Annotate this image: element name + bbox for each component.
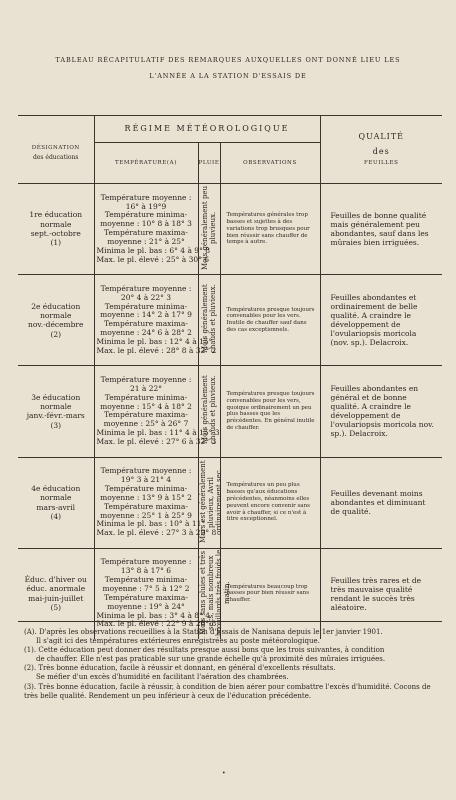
table-row [18, 275, 442, 366]
table-row [18, 184, 442, 275]
education-cell: 3e éducation normale janv.-févr.-mars (3) [18, 366, 94, 457]
footnote: (2). Très bonne éducation, facile à réussir et donnant, en général d'excellents résultats. [24, 664, 336, 673]
footnote: Il s'agit ici des températures extérieures enregistrées au poste météorologique. [36, 637, 320, 646]
pluie-cell: Mois généralement chauds et pluvieux. [198, 366, 220, 457]
footnote: (A). D'après les observations recueillies à la Station d'Essais de Nanisana depuis le 1er janvier 1901. [24, 628, 383, 636]
observations-cell: Températures beaucoup trop basses pour bien réussir sans chauffer. [220, 548, 320, 639]
temperature-cell: Température moyenne : 21 à 22° Température minima- moyenne : 15° 4 à 18° 2 Température maxima- moyenne : 25° à 26° 7 Minima le pl. bas : 11° 4 à 15° 3 Max. le pl. élevé : 27° 6 à 32° 3 [94, 366, 198, 457]
observations-cell: Températures générales trop basses et sujettes à des variations trop brusques pour bien réussir sans chauffer de temps à autre. [220, 184, 320, 275]
header-qualite: QUALITÉ des FEUILLES [320, 116, 442, 184]
observations-cell: Températures un peu plus basses qu'aux éducations précédentes, néanmoins elles peuvent encore convenir sans avoir à chauffer, si ce n'est à titre exceptionnel. [220, 457, 320, 548]
education-cell: 2e éducation normale nov.-décembre (2) [18, 275, 94, 366]
header-regime: RÉGIME MÉTÉOROLOGIQUE [94, 116, 320, 143]
table-row [18, 366, 442, 457]
page-mark: • [222, 770, 226, 777]
footnote: de chauffer. Elle n'est pas praticable sur une grande échelle qu'à proximité des mûraies irriguées. [36, 655, 386, 664]
observations-cell: Températures presque toujours convenables pour les vers, quoique ordinairement un peu plus basses que les précédentes. En général inutile de chauffer. [220, 366, 320, 457]
footnotes [24, 628, 444, 701]
footnote: (1). Cette éducation peut donner des résultats presque aussi bons que les trois suivantes, à condition [24, 646, 385, 655]
pluie-cell: Mois sans pluies et très secs, mais nombreux brouillards très froids le matin. [198, 548, 220, 639]
header-designation: DÉSIGNATION des éducations [31, 145, 80, 162]
temperature-cell: Température moyenne : 16° à 19°9 Température minima- moyenne : 10° 8 à 18° 3 Température maxima- moyenne : 21° à 25° Minima le pl. bas : 6° 4 à 9° 8 Max. le pl. élevé : 25° à 30° 6 [94, 184, 198, 275]
pluie-cell: Mois généralement chauds et pluvieux. [198, 275, 220, 366]
header-observations: OBSERVATIONS [220, 143, 320, 184]
feuilles-cell: Feuilles devenant moins abondantes et diminuant de qualité. [320, 457, 442, 548]
table-row [18, 457, 442, 548]
feuilles-cell: Feuilles abondantes en général et de bonne qualité. A craindre le développement de l'ovulariopsis moricola nov. sp.). Delacroix. [320, 366, 442, 457]
temperature-cell: Température moyenne : 20° 4 à 22° 3 Température minima- moyenne : 14° 2 à 17° 9 Température maxima- moyenne : 24° 6 à 28° 2 Minima le pl. bas : 12° 4 à 15° Max. le pl. élevé : 28° 8 à 32° 2 [94, 275, 198, 366]
feuilles-cell: Feuilles abondantes et ordinairement de belle qualité. A craindre le développement de l'ovulariopsis moricola (nov. sp.). Delacroix. [320, 275, 442, 366]
temperature-cell: Température moyenne : 13° 8 à 17° 6 Température minima- moyenne : 7° 5 à 12° 2 Température maxima- moyenne : 19° à 24° Minima le pl. bas : 3° 4 à 8° 4 Max. le pl. élevé : 22° 9 à 26° 8 [94, 548, 198, 639]
education-cell: Éduc. d'hiver ou éduc. anormale mai-juin-juillet (5) [18, 548, 94, 639]
education-cell: 4e éducation normale mars-avril (4) [18, 457, 94, 548]
observations-cell: Températures presque toujours convenables pour les vers. Inutile de chauffer sauf dans des cas exceptionnels. [220, 275, 320, 366]
footnote: (3). Très bonne éducation, facile à réussir, à condition de bien aérer pour combattre l'excès d'humidité. Cocons de très belle qualité. Rendement un peu inférieur à ceux de l'éducation précédente. [24, 682, 431, 700]
pluie-cell: Mois généralement peu pluvieux. [198, 184, 220, 275]
header-temperature: TEMPÉRATURE(A) [94, 143, 198, 184]
footnote: Se méfier d'un excès d'humidité en facilitant l'aération des chambrées. [36, 673, 289, 682]
feuilles-cell: Feuilles très rares et de très mauvaise qualité rendant le succès très aléatoire. [320, 548, 442, 639]
temperature-cell: Température moyenne : 19° 3 à 21° 4 Température minima- moyenne : 13° 9 à 15° 2 Température maxima- moyenne : 25° 1 à 25° 9 Minima le pl. bas : 10° à 11° Max. le pl. élevé : 27° 3 à 29° 8 [94, 457, 198, 548]
table-title-line2: L'ANNÉE A LA STATION D'ESSAIS DE [149, 72, 307, 80]
table-row [18, 548, 442, 639]
pluie-cell: Mars est généralement pluvieux, Avril ordinairement sec. [198, 457, 220, 548]
education-cell: 1re éducation normale sept.-octobre (1) [18, 184, 94, 275]
table-title-line1: TABLEAU RÉCAPITULATIF DES REMARQUES AUXQUELLES ONT DONNÉ LIEU LES [55, 56, 401, 64]
feuilles-cell: Feuilles de bonne qualité mais généralement peu abondantes, sauf dans les mûraies bien irriguées. [320, 184, 442, 275]
header-pluie: PLUIE [198, 143, 220, 184]
